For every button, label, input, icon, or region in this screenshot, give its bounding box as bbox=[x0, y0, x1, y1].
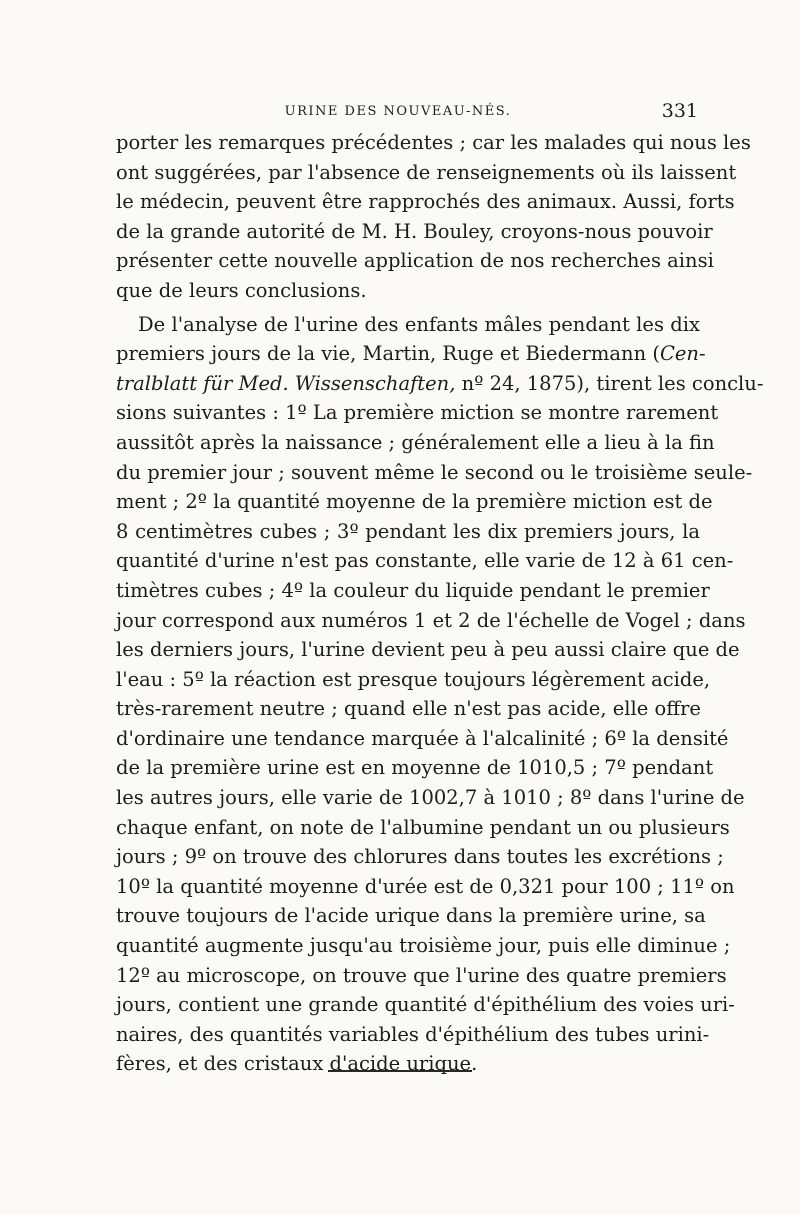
page-number: 331 bbox=[661, 100, 698, 122]
text-line: quantité augmente jusqu'au troisième jour, puis elle diminue ; bbox=[116, 934, 731, 958]
text-line: timètres cubes ; 4º la couleur du liquide pendant le premier bbox=[116, 578, 710, 602]
text-line: trouve toujours de l'acide urique dans la première urine, sa bbox=[116, 904, 706, 928]
text-line: naires, des quantités variables d'épithélium des tubes urini- bbox=[116, 1022, 710, 1046]
text-line: 10º la quantité moyenne d'urée est de 0,321 pour 100 ; 11º on bbox=[116, 874, 735, 898]
text-line: quantité d'urine n'est pas constante, elle varie de 12 à 61 cen- bbox=[116, 549, 734, 573]
text-run: premiers jours de la vie, Martin, Ruge et Biedermann ( bbox=[116, 342, 660, 366]
end-rule bbox=[328, 1070, 472, 1072]
text-line: les autres jours, elle varie de 1002,7 à 1010 ; 8º dans l'urine de bbox=[116, 786, 745, 810]
text-line: de la première urine est en moyenne de 1010,5 ; 7º pendant bbox=[116, 756, 714, 780]
text-line: De l'analyse de l'urine des enfants mâles pendant les dix bbox=[138, 312, 700, 336]
text-line: 8 centimètres cubes ; 3º pendant les dix premiers jours, la bbox=[116, 519, 700, 543]
text-line: très-rarement neutre ; quand elle n'est pas acide, elle offre bbox=[116, 697, 701, 721]
text-line: sions suivantes : 1º La première miction se montre rarement bbox=[116, 401, 719, 425]
text-run: nº 24, 1875), tirent les conclu- bbox=[455, 371, 764, 395]
text-line: jours ; 9º on trouve des chlorures dans toutes les excrétions ; bbox=[116, 845, 724, 869]
text-line: les derniers jours, l'urine devient peu à peu aussi claire que de bbox=[116, 638, 740, 662]
text-line bbox=[116, 369, 764, 399]
paragraph-1 bbox=[116, 128, 751, 306]
text-line: ment ; 2º la quantité moyenne de la première miction est de bbox=[116, 490, 713, 514]
text-line: chaque enfant, on note de l'albumine pendant un ou plusieurs bbox=[116, 815, 730, 839]
text-line: fères, et des cristaux d'acide urique. bbox=[116, 1052, 478, 1076]
text-line: aussitôt après la naissance ; généralement elle a lieu à la fin bbox=[116, 430, 715, 454]
text-line: jour correspond aux numéros 1 et 2 de l'échelle de Vogel ; dans bbox=[116, 608, 746, 632]
text-line: ont suggérées, par l'absence de renseignements où ils laissent bbox=[116, 160, 737, 184]
running-title: URINE DES NOUVEAU-NÉS. bbox=[284, 104, 512, 119]
running-header bbox=[118, 100, 698, 124]
text-line: jours, contient une grande quantité d'épithélium des voies uri- bbox=[116, 993, 735, 1017]
journal-title-italic: tralblatt für Med. Wissenschaften, bbox=[116, 371, 456, 395]
text-line: d'ordinaire une tendance marquée à l'alcalinité ; 6º la densité bbox=[116, 726, 729, 750]
text-line: 12º au microscope, on trouve que l'urine des quatre premiers bbox=[116, 963, 727, 987]
journal-title-italic: Cen- bbox=[659, 342, 706, 366]
text-line: de la grande autorité de M. H. Bouley, croyons-nous pouvoir bbox=[116, 219, 713, 243]
text-line: le médecin, peuvent être rapprochés des animaux. Aussi, forts bbox=[116, 190, 735, 214]
body-text bbox=[116, 128, 764, 1079]
text-line: du premier jour ; souvent même le second ou le troisième seule- bbox=[116, 460, 753, 484]
text-line: que de leurs conclusions. bbox=[116, 278, 367, 302]
text-line: porter les remarques précédentes ; car les malades qui nous les bbox=[116, 131, 751, 154]
text-line: l'eau : 5º la réaction est presque toujours légèrement acide, bbox=[116, 667, 711, 691]
text-line bbox=[116, 339, 706, 369]
text-line: présenter cette nouvelle application de nos recherches ainsi bbox=[116, 249, 714, 273]
paragraph-2 bbox=[116, 310, 764, 1079]
